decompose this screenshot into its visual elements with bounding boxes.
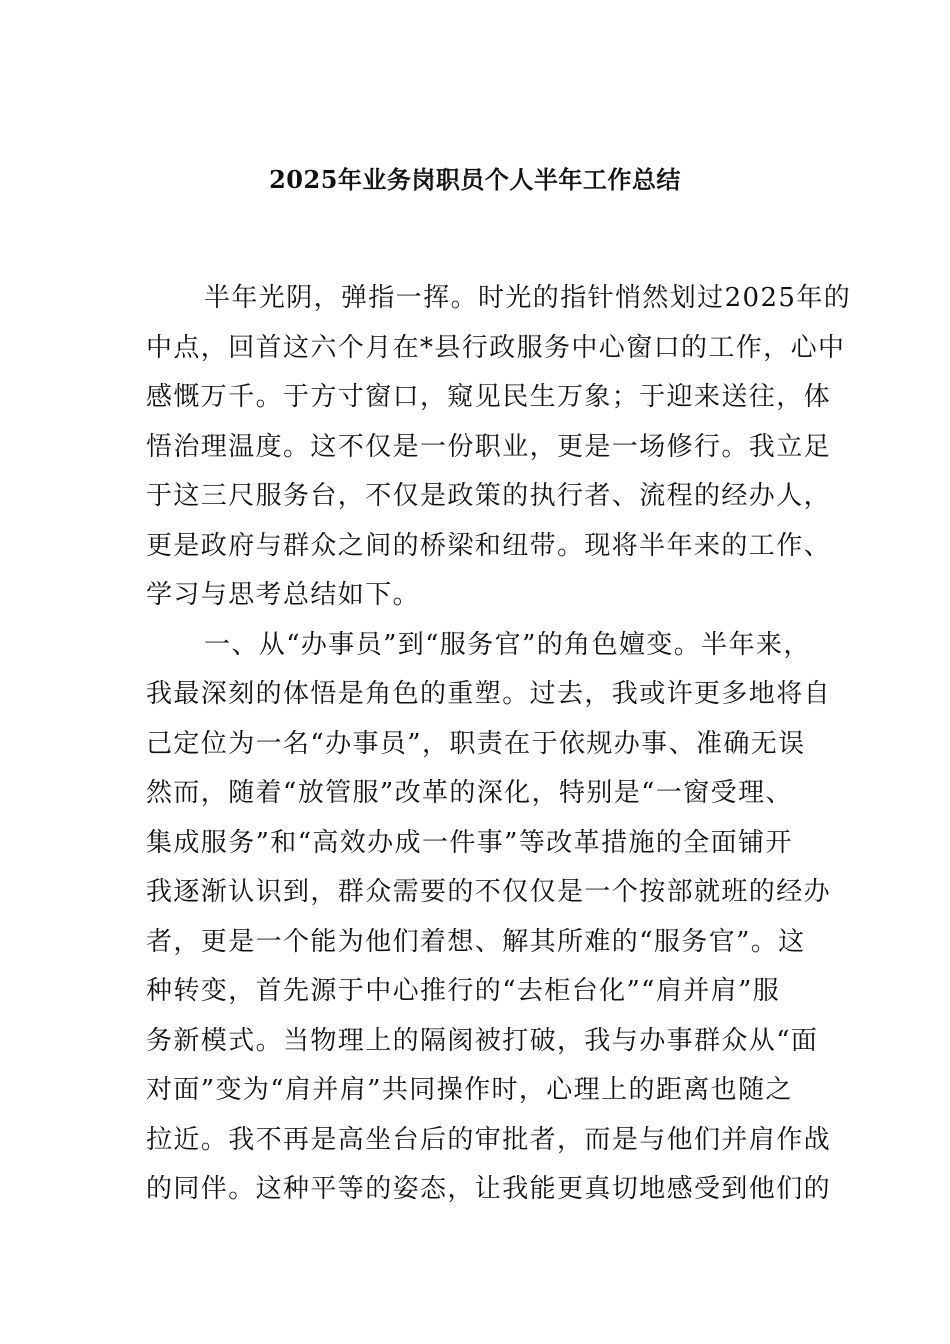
text-line: 集成服务”和“高效办成一件事”等改革措施的全面铺开 — [146, 827, 793, 858]
text-line: 己定位为一名“办事员”，职责在于依规办事、准确无误 — [146, 728, 806, 759]
paragraph-section-one — [146, 623, 832, 1217]
text-line: 的同伴。这种平等的姿态，让我能更真切地感受到他们的 — [146, 1174, 832, 1204]
document-title: 2025年业务岗职员个人半年工作总结 — [269, 165, 681, 194]
text-line: 于这三尺服务台，不仅是政策的执行者、流程的经办人， — [146, 481, 832, 511]
text-line: 半年光阴，弹指一挥。时光的指针悄然划过2025年的 — [204, 283, 852, 313]
text-line: 更是政府与群众之间的桥梁和纽带。现将半年来的工作、 — [146, 530, 832, 561]
document-body — [146, 276, 852, 1217]
text-line: 我最深刻的体悟是角色的重塑。过去，我或许更多地将自 — [146, 679, 832, 709]
text-line: 悟治理温度。这不仅是一份职业，更是一场修行。我立足 — [146, 431, 832, 462]
text-line: 者，更是一个能为他们着想、解其所难的“服务官”。这 — [146, 926, 806, 957]
text-line: 拉近。我不再是高坐台后的审批者，而是与他们并肩作战 — [146, 1124, 832, 1155]
paragraph-intro — [146, 276, 852, 623]
text-line: 中点，回首这六个月在*县行政服务中心窗口的工作，心中 — [146, 332, 846, 363]
text-line: 然而，随着“放管服”改革的深化，特别是“一窗受理、 — [146, 778, 793, 808]
text-line: 务新模式。当物理上的隔阂被打破，我与办事群众从“面 — [146, 1025, 819, 1056]
text-line: 感慨万千。于方寸窗口，窥见民生万象；于迎来送往，体 — [146, 382, 832, 412]
text-line: 种转变，首先源于中心推行的“去柜台化”“肩并肩”服 — [146, 976, 781, 1006]
text-line: 一、从“办事员”到“服务官”的角色嬗变。半年来， — [204, 629, 811, 660]
text-line: 对面”变为“肩并肩”共同操作时，心理上的距离也随之 — [146, 1075, 793, 1105]
text-line: 我逐渐认识到，群众需要的不仅仅是一个按部就班的经办 — [146, 877, 832, 907]
text-line: 学习与思考总结如下。 — [146, 580, 421, 610]
